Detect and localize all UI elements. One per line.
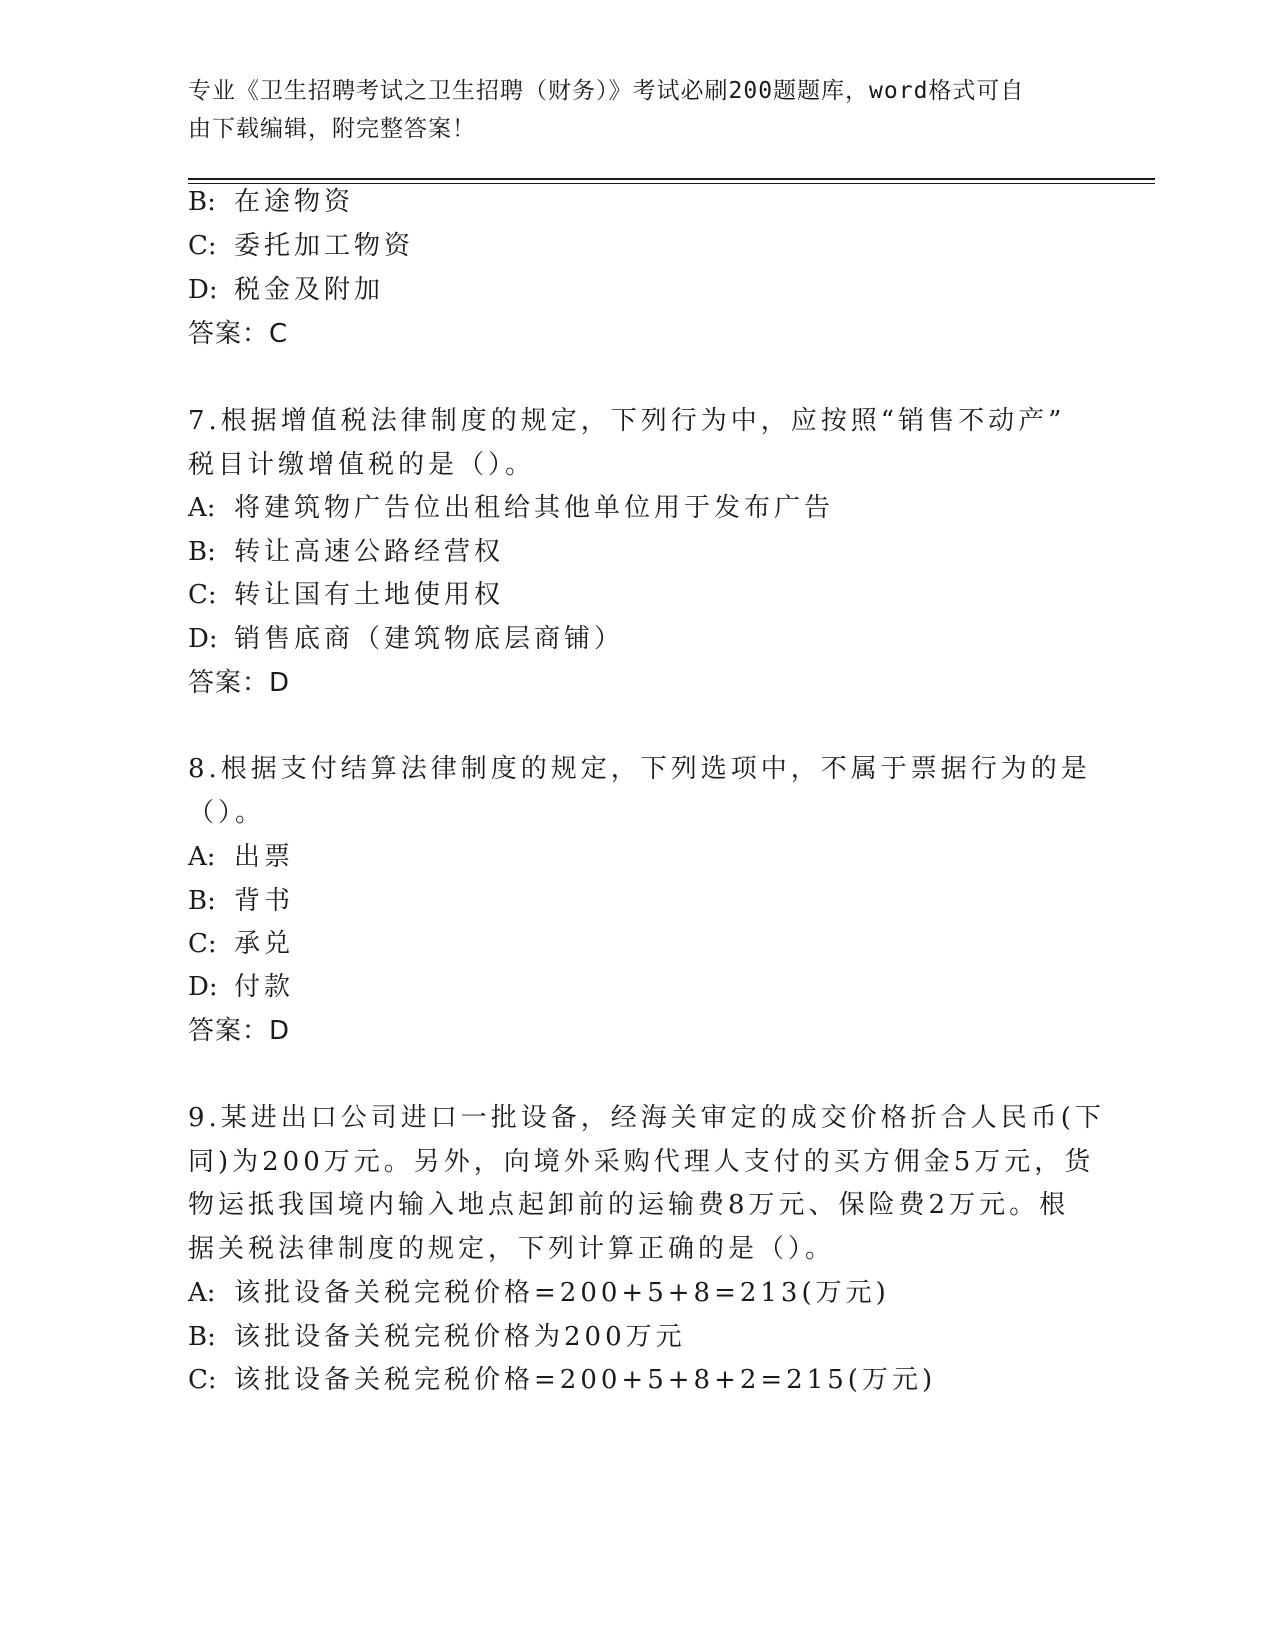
- option-text: 销售底商（建筑物底层商铺）: [234, 624, 625, 654]
- option-key: B:: [188, 886, 216, 916]
- q9-stem-line-2: 同)为200万元。另外，向境外采购代理人支付的买方佣金5万元，货: [188, 1147, 1095, 1177]
- option-text: 背书: [234, 886, 295, 916]
- q9-option-a: [188, 1276, 890, 1310]
- q8-answer: 答案：D: [188, 1016, 291, 1046]
- prev-option-d: [188, 273, 384, 307]
- document-header: [188, 72, 1068, 148]
- option-text: 该批设备关税完税价格为200万元: [234, 1322, 686, 1352]
- q8-option-b: [188, 884, 294, 918]
- q9-option-c: [188, 1363, 936, 1397]
- q8-option-d: [188, 970, 294, 1004]
- q9-stem-line-4: 据关税法律制度的规定，下列计算正确的是（）。: [188, 1234, 836, 1264]
- option-key: C:: [188, 580, 217, 610]
- q7-option-d: [188, 622, 624, 656]
- option-text: 出票: [234, 842, 295, 872]
- option-text: 承兑: [234, 929, 295, 959]
- option-key: D:: [188, 275, 218, 305]
- option-text: 转让高速公路经营权: [234, 537, 505, 567]
- option-text: 在途物资: [234, 187, 355, 217]
- option-key: D:: [188, 972, 218, 1002]
- q9-stem-line-1: 9.某进出口公司进口一批设备，经海关审定的成交价格折合人民币(下: [188, 1103, 1105, 1133]
- q9-stem-line-3: 物运抵我国境内输入地点起卸前的运输费8万元、保险费2万元。根: [188, 1190, 1070, 1220]
- option-key: B:: [188, 1322, 216, 1352]
- header-rule-thin: [188, 183, 1155, 184]
- q7-option-c: [188, 578, 504, 612]
- q7-stem-line-2: 税目计缴增值税的是（）。: [188, 450, 536, 480]
- option-key: A:: [188, 1278, 216, 1308]
- option-key: A:: [188, 842, 216, 872]
- q8-option-c: [188, 927, 294, 961]
- q7-stem-line-1: 7.根据增值税法律制度的规定，下列行为中，应按照“销售不动产”: [188, 406, 1066, 436]
- option-text: 转让国有土地使用权: [234, 580, 505, 610]
- q8-option-a: [188, 840, 294, 874]
- q7-answer: 答案：D: [188, 668, 291, 698]
- q8-stem-line-2: （）。: [188, 798, 266, 828]
- q9-option-b: [188, 1320, 686, 1354]
- option-key: C:: [188, 231, 217, 261]
- option-key: B:: [188, 187, 216, 217]
- option-text: 将建筑物广告位出租给其他单位用于发布广告: [234, 493, 835, 523]
- option-text: 付款: [234, 972, 295, 1002]
- q7-option-b: [188, 535, 504, 569]
- q8-stem-line-1: 8.根据支付结算法律制度的规定，下列选项中，不属于票据行为的是: [188, 754, 1091, 784]
- header-line-1: 专业《卫生招聘考试之卫生招聘（财务）》考试必刷200题题库，word格式可自: [188, 78, 1025, 104]
- option-key: C:: [188, 929, 217, 959]
- option-text: 委托加工物资: [234, 231, 415, 261]
- header-rule-thick: [188, 178, 1155, 180]
- prev-answer: 答案：C: [188, 319, 289, 349]
- option-text: 该批设备关税完税价格=200+5+8=213(万元): [234, 1278, 890, 1308]
- option-text: 该批设备关税完税价格=200+5+8+2=215(万元): [234, 1365, 937, 1395]
- q7-option-a: [188, 491, 834, 525]
- option-text: 税金及附加: [234, 275, 385, 305]
- option-key: C:: [188, 1365, 217, 1395]
- header-line-2: 由下载编辑，附完整答案！: [188, 116, 476, 142]
- prev-option-b: [188, 185, 354, 219]
- prev-option-c: [188, 229, 414, 263]
- option-key: D:: [188, 624, 218, 654]
- option-key: A:: [188, 493, 216, 523]
- option-key: B:: [188, 537, 216, 567]
